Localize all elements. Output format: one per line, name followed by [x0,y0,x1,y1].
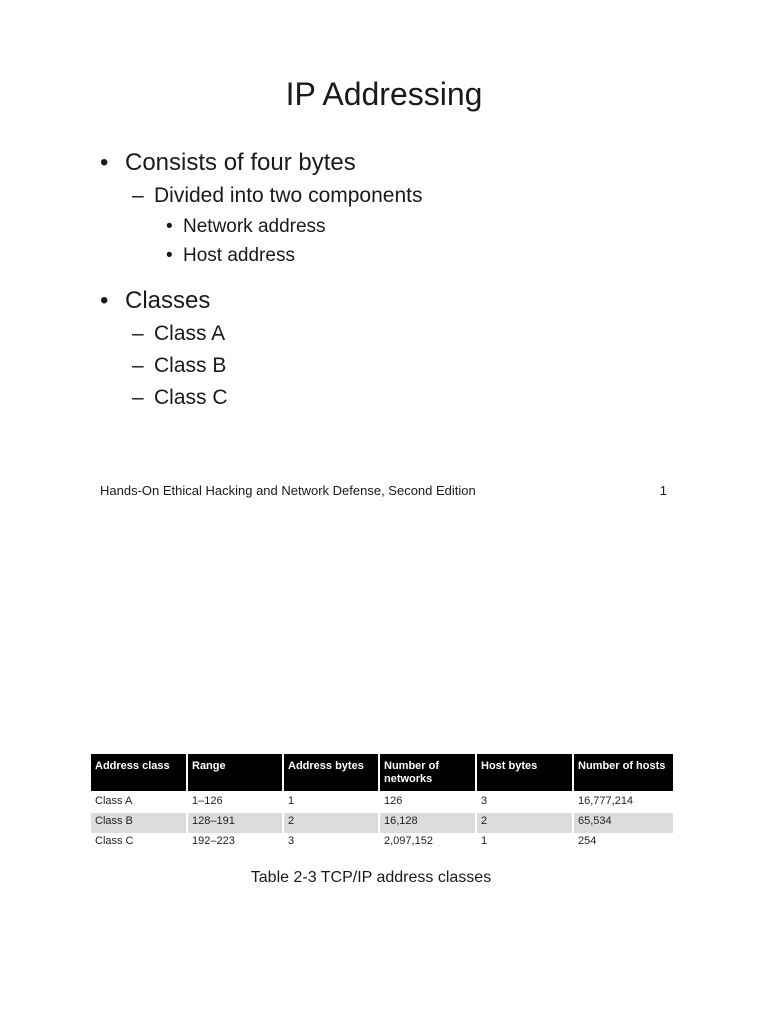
table-cell: 1 [283,792,379,813]
table-cell: 254 [573,833,673,853]
address-class-table-container [91,754,673,853]
table-cell: Class B [91,813,187,833]
bullet-list [100,146,700,414]
sub-bullet-text: Class B [154,354,227,377]
table-header-row [91,754,673,792]
table-caption: Table 2-3 TCP/IP address classes [250,869,492,886]
address-class-table [91,754,673,853]
sub-bullet-item [100,180,700,212]
column-header-number-of-hosts: Number of hosts [573,754,673,792]
table-cell: 1–126 [187,792,283,813]
slide-footer-book-title: Hands-On Ethical Hacking and Network Defense, Second Edition [100,483,476,498]
sub-sub-bullet-text: Host address [183,245,295,266]
table-cell: Class C [91,833,187,853]
bullet-marker: • [166,245,173,266]
table-cell: 16,128 [379,813,476,833]
bullet-marker: • [100,287,109,314]
table-row [91,833,673,853]
table-cell: 192–223 [187,833,283,853]
dash-marker: – [132,322,144,345]
column-header-host-bytes: Host bytes [476,754,573,792]
table-cell: 2 [476,813,573,833]
bullet-marker: • [166,216,173,237]
dash-marker: – [132,386,144,409]
table-cell: 2,097,152 [379,833,476,853]
dash-marker: – [132,354,144,377]
table-cell: 16,777,214 [573,792,673,813]
table-cell: 126 [379,792,476,813]
bullet-text: Classes [125,287,211,314]
sub-sub-bullet-text: Network address [183,216,326,237]
bullet-item [100,146,700,180]
table-cell: 2 [283,813,379,833]
slide-title: IP Addressing [285,76,483,112]
table-row [91,813,673,833]
sub-sub-bullet-item [100,212,700,241]
table-cell: 3 [476,792,573,813]
bullet-text: Consists of four bytes [125,149,356,176]
column-header-range: Range [187,754,283,792]
sub-bullet-text: Class C [154,386,228,409]
table-cell: 65,534 [573,813,673,833]
table-cell: Class A [91,792,187,813]
dash-marker: – [132,184,144,207]
sub-bullet-item [100,382,700,414]
table-cell: 1 [476,833,573,853]
sub-sub-bullet-item [100,241,700,270]
sub-bullet-item [100,350,700,382]
bullet-marker: • [100,149,109,176]
sub-bullet-text: Class A [154,322,226,345]
sub-bullet-text: Divided into two components [154,184,423,207]
sub-bullet-item [100,318,700,350]
table-row [91,792,673,813]
column-header-address-class: Address class [91,754,187,792]
table-cell: 128–191 [187,813,283,833]
bullet-item [100,284,700,318]
column-header-number-of-networks: Number of networks [379,754,476,792]
column-header-address-bytes: Address bytes [283,754,379,792]
table-cell: 3 [283,833,379,853]
slide-page-number: 1 [659,483,667,498]
